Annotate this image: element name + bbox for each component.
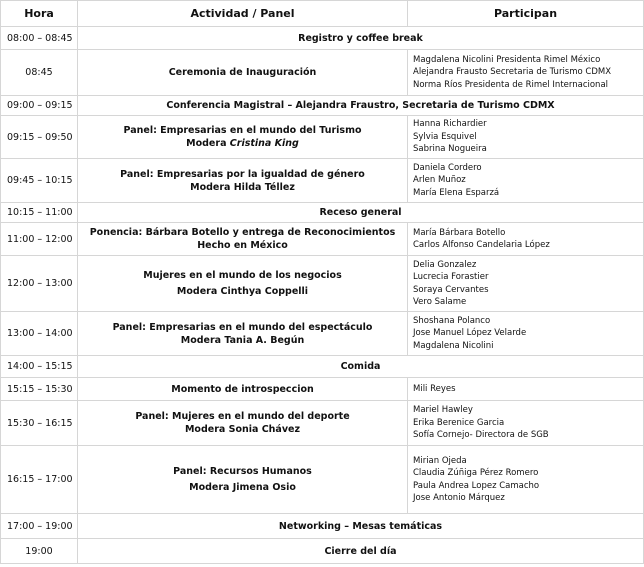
- participant: Carlos Alfonso Candelaria López: [413, 240, 550, 250]
- table-row: [1, 256, 644, 312]
- table-row: [1, 514, 644, 539]
- participant: Paula Andrea Lopez Camacho: [413, 480, 540, 491]
- activity-title: Panel: Empresarias por la igualdad de género: [120, 168, 365, 180]
- time-cell: 10:15 – 11:00: [1, 203, 78, 223]
- participant: Mariel Hawley: [413, 405, 473, 416]
- header-hora: Hora: [1, 1, 78, 27]
- time-cell: 15:30 – 16:15: [1, 401, 78, 446]
- time-cell: 19:00: [1, 539, 78, 564]
- participant: Erika Berenice Garcia: [413, 417, 505, 428]
- activity-title: Mujeres en el mundo de los negocios: [143, 269, 342, 281]
- activity-subtitle: Hecho en México: [197, 240, 288, 251]
- table-row: [1, 96, 644, 116]
- participant: Magdalena Nicolini: [413, 340, 494, 351]
- activity-cell: Momento de introspeccion: [78, 378, 408, 401]
- participant: Alejandra Frausto Secretaria de Turismo CDMX: [413, 67, 612, 78]
- table-row: [1, 378, 644, 401]
- participants-cell: [408, 312, 644, 356]
- table-row: [1, 401, 644, 446]
- activity-cell: Conferencia Magistral – Alejandra Fraustro, Secretaria de Turismo CDMX: [78, 96, 644, 116]
- participant: Magdalena Nicolini Presidenta Rimel México: [413, 54, 601, 65]
- table-row: [1, 27, 644, 50]
- time-cell: 14:00 – 15:15: [1, 356, 78, 378]
- participant: Jose Manuel López Velarde: [413, 328, 527, 339]
- time-cell: 12:00 – 13:00: [1, 256, 78, 312]
- activity-cell: [78, 312, 408, 356]
- activity-cell: [78, 401, 408, 446]
- activity-cell: Networking – Mesas temáticas: [78, 514, 644, 539]
- participant: Norma Ríos Presidenta de Rimel Internacional: [413, 79, 609, 90]
- activity-cell: Comida: [78, 356, 644, 378]
- participant: Lucrecia Forastier: [413, 272, 489, 282]
- table-row: [1, 539, 644, 564]
- table-row: [1, 223, 644, 256]
- participants-cell: [408, 159, 644, 203]
- participant: María Bárbara Botello: [413, 227, 506, 238]
- moderator: Modera Cinthya Coppelli: [176, 285, 309, 297]
- participants-cell: [408, 256, 644, 312]
- moderator-prefix: Modera: [186, 138, 230, 149]
- activity-cell: [78, 159, 408, 203]
- time-cell: 17:00 – 19:00: [1, 514, 78, 539]
- participant: Jose Antonio Márquez: [413, 493, 505, 503]
- activity-title: Panel: Empresarias en el mundo del Turismo: [123, 125, 362, 136]
- participant: María Elena Esparzá: [413, 187, 500, 198]
- participant: Mili Reyes: [413, 383, 456, 394]
- activity-cell: [78, 446, 408, 514]
- participants-cell: [408, 50, 644, 96]
- activity-title: Panel: Mujeres en el mundo del deporte: [135, 411, 350, 422]
- activity-cell: Registro y coffee break: [78, 27, 644, 50]
- header-participan: Participan: [408, 1, 644, 27]
- participant: Mirian Ojeda: [413, 455, 467, 466]
- participant: Delia Gonzalez: [413, 259, 477, 270]
- participant: Daniela Cordero: [413, 162, 482, 173]
- header-row: [1, 1, 644, 27]
- table-row: [1, 356, 644, 378]
- table-row: [1, 312, 644, 356]
- activity-cell: Receso general: [78, 203, 644, 223]
- participants-cell: [408, 401, 644, 446]
- participant: Sofía Cornejo- Directora de SGB: [413, 430, 549, 441]
- table-row: [1, 159, 644, 203]
- activity-cell: [78, 256, 408, 312]
- activity-cell: [78, 116, 408, 159]
- time-cell: 08:45: [1, 50, 78, 96]
- participants-cell: [408, 446, 644, 514]
- participant: Sabrina Nogueira: [413, 144, 487, 155]
- activity-cell: Ceremonia de Inauguración: [78, 50, 408, 96]
- moderator: Modera Sonia Chávez: [184, 424, 301, 435]
- activity-cell: [78, 223, 408, 256]
- table-row: [1, 446, 644, 514]
- moderator: Modera Tania A. Begún: [180, 334, 305, 346]
- activity-title: Panel: Empresarias en el mundo del espectáculo: [112, 321, 373, 333]
- participant: Soraya Cervantes: [413, 284, 489, 295]
- header-actividad: Actividad / Panel: [78, 1, 408, 27]
- time-cell: 16:15 – 17:00: [1, 446, 78, 514]
- moderator: Modera Jimena Osio: [189, 481, 296, 493]
- activity-title: Panel: Recursos Humanos: [173, 465, 312, 477]
- moderator: [82, 137, 403, 150]
- participant: Claudia Zúñiga Pérez Romero: [413, 468, 539, 478]
- activity-cell: Cierre del día: [78, 539, 644, 564]
- time-cell: 08:00 – 08:45: [1, 27, 78, 50]
- activity-title: Ponencia: Bárbara Botello y entrega de Reconocimientos: [89, 227, 396, 238]
- participants-cell: [408, 378, 644, 401]
- participant: Shoshana Polanco: [413, 315, 491, 326]
- participant: Sylvia Esquivel: [413, 131, 477, 142]
- time-cell: 15:15 – 15:30: [1, 378, 78, 401]
- time-cell: 09:45 – 10:15: [1, 159, 78, 203]
- participants-cell: [408, 223, 644, 256]
- moderator-name: Cristina King: [229, 138, 299, 149]
- moderator: Modera Hilda Téllez: [190, 181, 295, 193]
- participant: Vero Salame: [413, 297, 467, 307]
- time-cell: 13:00 – 14:00: [1, 312, 78, 356]
- time-cell: 11:00 – 12:00: [1, 223, 78, 256]
- time-cell: 09:00 – 09:15: [1, 96, 78, 116]
- table-row: [1, 203, 644, 223]
- participant: Hanna Richardier: [413, 119, 487, 130]
- table-row: [1, 50, 644, 96]
- participants-cell: [408, 116, 644, 159]
- table-row: [1, 116, 644, 159]
- participant: Arlen Muñoz: [413, 175, 466, 186]
- time-cell: 09:15 – 09:50: [1, 116, 78, 159]
